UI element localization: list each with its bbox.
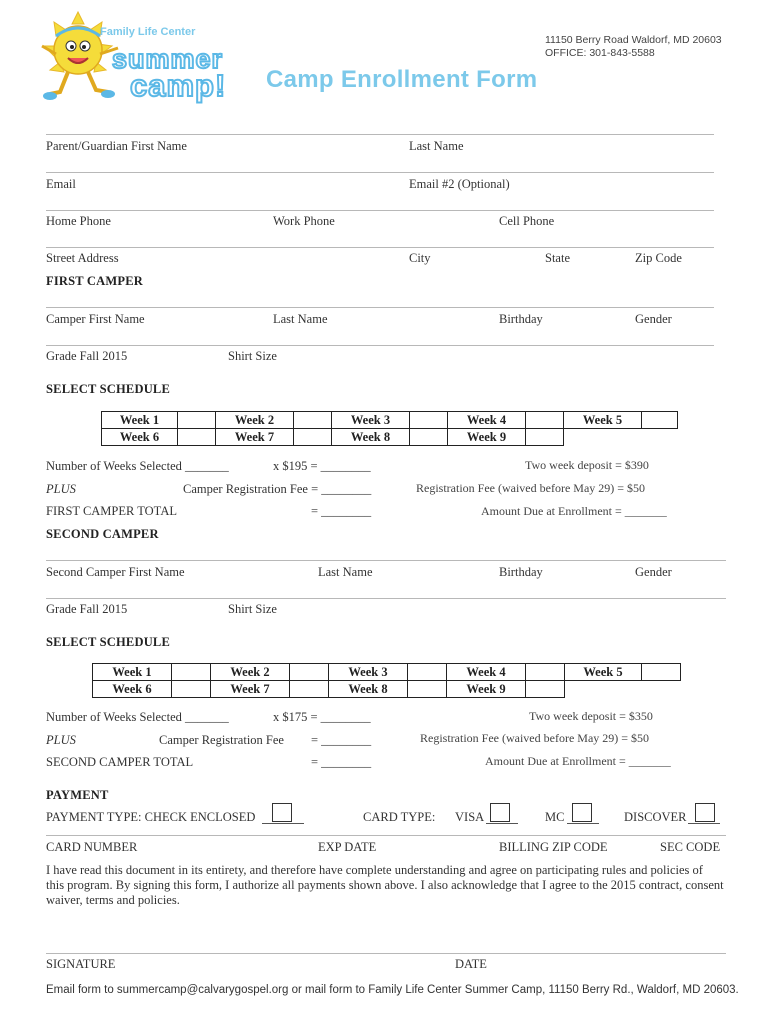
week8-checkbox[interactable] <box>408 681 447 698</box>
check-underline <box>262 823 304 824</box>
camper1-schedule-heading: SELECT SCHEDULE <box>46 382 170 396</box>
week-label: Week 6 <box>102 429 178 446</box>
camper2-reg-fee-field[interactable]: = ________ <box>311 733 372 747</box>
visa-checkbox[interactable] <box>490 803 510 822</box>
week4-checkbox[interactable] <box>526 412 564 429</box>
camp-logo <box>38 10 253 105</box>
week3-checkbox[interactable] <box>408 664 447 681</box>
week7-checkbox[interactable] <box>294 429 332 446</box>
week7-checkbox[interactable] <box>290 681 329 698</box>
camper1-rate[interactable]: x $195 = ________ <box>273 459 371 473</box>
camper1-total-field[interactable]: = ________ <box>311 504 372 518</box>
week4-checkbox[interactable] <box>526 664 565 681</box>
office-phone: OFFICE: 301-843-5588 <box>545 47 655 59</box>
week2-checkbox[interactable] <box>294 412 332 429</box>
week9-checkbox[interactable] <box>526 429 564 446</box>
camper2-reg-fee: Camper Registration Fee <box>159 733 284 747</box>
phone-line[interactable] <box>46 210 714 211</box>
page-title: Camp Enrollment Form <box>266 66 538 93</box>
office-address <box>545 34 722 60</box>
camper1-grade-line[interactable] <box>46 345 714 346</box>
week-label: Week 6 <box>93 681 172 698</box>
address-line[interactable] <box>46 247 714 248</box>
billing-zip-label: BILLING ZIP CODE <box>499 840 608 854</box>
camper2-schedule-heading: SELECT SCHEDULE <box>46 635 170 649</box>
camper2-total-field[interactable]: = ________ <box>311 755 372 769</box>
camper2-amount-due[interactable]: Amount Due at Enrollment = _______ <box>485 754 671 768</box>
street-address-label: Street Address <box>46 251 119 265</box>
card-number-label: CARD NUMBER <box>46 840 138 854</box>
camper1-plus: PLUS <box>46 482 76 496</box>
zip-code-label: Zip Code <box>635 251 682 265</box>
week-label: Week 9 <box>447 681 526 698</box>
brand-word-summer: summer <box>112 44 224 74</box>
camper2-grade-line[interactable] <box>46 598 726 599</box>
visa-underline <box>486 823 518 824</box>
week-label: Week 1 <box>102 412 178 429</box>
exp-date-label: EXP DATE <box>318 840 377 854</box>
camper2-schedule-table <box>92 663 681 698</box>
agreement-text: I have read this document in its entirety, and therefore have complete understanding and agree on participating rules and policies of this program. By signing this form, I authorize all payments shown above. I also acknowledge that I agree to the 2015 contract, consent waiver, terms and policies. <box>46 863 724 907</box>
payment-type-label: PAYMENT TYPE: CHECK ENCLOSED <box>46 810 256 824</box>
week-label: Week 3 <box>332 412 410 429</box>
week-label: Week 4 <box>447 664 526 681</box>
camper2-gender-label: Gender <box>635 565 672 579</box>
camper2-rate[interactable]: x $175 = ________ <box>273 710 371 724</box>
first-camper-heading: FIRST CAMPER <box>46 274 143 288</box>
week-label: Week 5 <box>565 664 642 681</box>
work-phone-label: Work Phone <box>273 214 335 228</box>
parent-name-line[interactable] <box>46 134 714 135</box>
camper2-total-label: SECOND CAMPER TOTAL <box>46 755 194 769</box>
week6-checkbox[interactable] <box>172 681 211 698</box>
week6-checkbox[interactable] <box>178 429 216 446</box>
signature-line[interactable] <box>46 953 726 954</box>
visa-label: VISA <box>455 810 485 824</box>
camper1-birthday-label: Birthday <box>499 312 543 326</box>
second-camper-heading: SECOND CAMPER <box>46 527 159 541</box>
camper1-deposit: Two week deposit = $390 <box>525 458 649 472</box>
camper2-num-weeks[interactable]: Number of Weeks Selected _______ <box>46 710 229 724</box>
week5-checkbox[interactable] <box>642 664 681 681</box>
week-label: Week 7 <box>211 681 290 698</box>
email2-label: Email #2 (Optional) <box>409 177 510 191</box>
week1-checkbox[interactable] <box>178 412 216 429</box>
city-label: City <box>409 251 431 265</box>
check-enclosed-checkbox[interactable] <box>272 803 292 822</box>
week2-checkbox[interactable] <box>290 664 329 681</box>
camper2-plus: PLUS <box>46 733 76 747</box>
week-label: Week 1 <box>93 664 172 681</box>
camper1-total-label: FIRST CAMPER TOTAL <box>46 504 177 518</box>
camper2-birthday-label: Birthday <box>499 565 543 579</box>
week3-checkbox[interactable] <box>410 412 448 429</box>
mc-label: MC <box>545 810 565 824</box>
card-type-label: CARD TYPE: <box>363 810 436 824</box>
camper2-first-name-label: Second Camper First Name <box>46 565 185 579</box>
mc-checkbox[interactable] <box>572 803 592 822</box>
week1-checkbox[interactable] <box>172 664 211 681</box>
camper1-gender-label: Gender <box>635 312 672 326</box>
week-label: Week 7 <box>216 429 294 446</box>
home-phone-label: Home Phone <box>46 214 111 228</box>
brand-word-camp: camp! <box>130 68 227 103</box>
payment-heading: PAYMENT <box>46 788 109 802</box>
week-label: Week 2 <box>211 664 290 681</box>
card-details-line[interactable] <box>46 835 726 836</box>
sec-code-label: SEC CODE <box>660 840 721 854</box>
week8-checkbox[interactable] <box>410 429 448 446</box>
discover-checkbox[interactable] <box>695 803 715 822</box>
week5-checkbox[interactable] <box>642 412 678 429</box>
camper1-schedule-table <box>101 411 678 446</box>
week-label: Week 8 <box>332 429 410 446</box>
camper2-shirt-label: Shirt Size <box>228 602 277 616</box>
camper2-last-name-label: Last Name <box>318 565 373 579</box>
parent-last-name-label: Last Name <box>409 139 464 153</box>
brand-org: Family Life Center <box>100 26 196 38</box>
camper1-shirt-label: Shirt Size <box>228 349 277 363</box>
parent-first-name-label: Parent/Guardian First Name <box>46 139 187 153</box>
address-line: 11150 Berry Road Waldorf, MD 20603 <box>545 34 722 46</box>
week-label: Week 5 <box>564 412 642 429</box>
camper1-first-name-label: Camper First Name <box>46 312 145 326</box>
discover-label: DISCOVER <box>624 810 687 824</box>
camper2-deposit: Two week deposit = $350 <box>529 709 653 723</box>
signature-label: SIGNATURE <box>46 957 116 971</box>
week-label: Week 9 <box>448 429 526 446</box>
week-label: Week 2 <box>216 412 294 429</box>
date-label: DATE <box>455 957 487 971</box>
week-label: Week 3 <box>329 664 408 681</box>
mc-underline <box>567 823 599 824</box>
cell-phone-label: Cell Phone <box>499 214 555 228</box>
email-line[interactable] <box>46 172 714 173</box>
week-label: Week 8 <box>329 681 408 698</box>
week9-checkbox[interactable] <box>526 681 565 698</box>
camper1-name-line[interactable] <box>46 307 714 308</box>
camper1-num-weeks[interactable]: Number of Weeks Selected _______ <box>46 459 229 473</box>
camper1-grade-label: Grade Fall 2015 <box>46 349 128 363</box>
camper2-reg-waived: Registration Fee (waived before May 29) = $50 <box>420 731 650 745</box>
email-label: Email <box>46 177 76 191</box>
camper2-grade-label: Grade Fall 2015 <box>46 602 128 616</box>
camper1-last-name-label: Last Name <box>273 312 328 326</box>
camper1-reg-waived: Registration Fee (waived before May 29) = $50 <box>416 481 646 495</box>
camper1-amount-due[interactable]: Amount Due at Enrollment = _______ <box>481 504 667 518</box>
camper2-name-line[interactable] <box>46 560 726 561</box>
week-label: Week 4 <box>448 412 526 429</box>
footer-note: Email form to summercamp@calvarygospel.org or mail form to Family Life Center Summer Camp, 11150 Berry Rd., Waldorf, MD 20603. <box>46 984 739 996</box>
state-label: State <box>545 251 570 265</box>
camper1-reg-fee[interactable]: Camper Registration Fee = ________ <box>183 482 372 496</box>
discover-underline <box>688 823 720 824</box>
